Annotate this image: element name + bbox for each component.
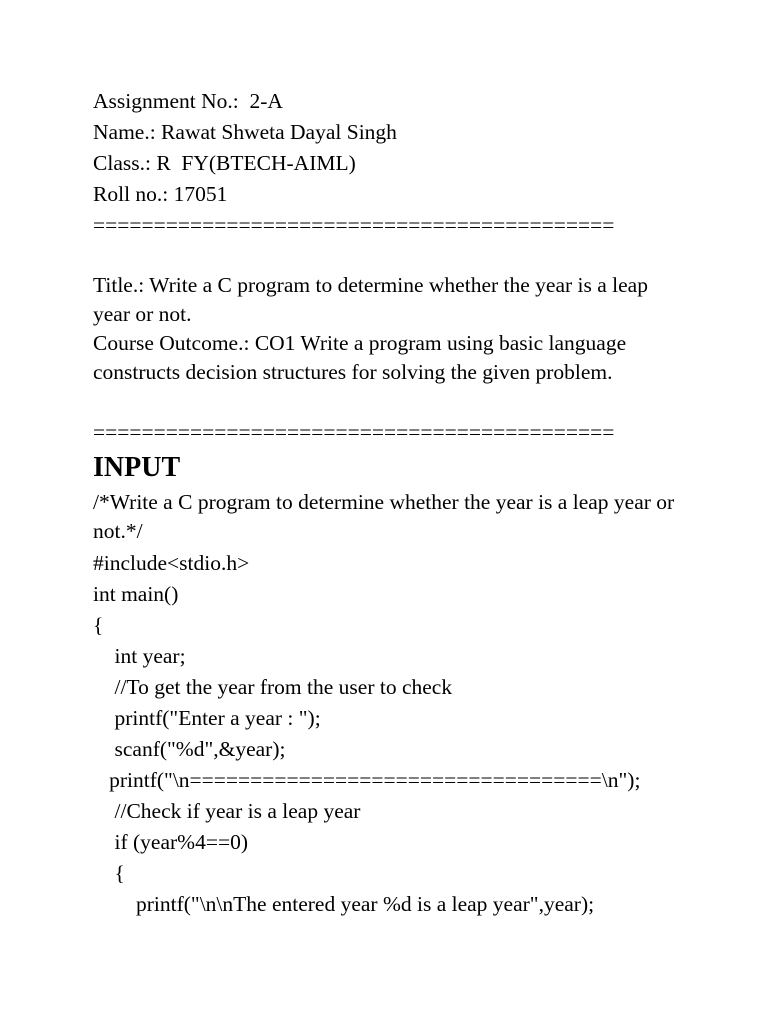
document-page	[93, 86, 683, 920]
spacer	[93, 387, 683, 417]
code-line: {	[93, 613, 104, 637]
code-line: {	[93, 861, 125, 885]
code-line: int main()	[93, 582, 179, 606]
code-comment: /*Write a C program to determine whether the year is a leap year or not.*/	[93, 490, 675, 543]
course-outcome: Course Outcome.: CO1 Write a program using basic language constructs decision structures for solving the given problem.	[93, 331, 627, 384]
student-class: Class.: R FY(BTECH-AIML)	[93, 151, 356, 175]
code-line: //To get the year from the user to check	[93, 675, 453, 699]
code-line: scanf("%d",&year);	[93, 737, 286, 761]
separator-top: ===========================================	[93, 213, 615, 237]
code-line: printf("\n==================================\n");	[93, 768, 641, 792]
code-line: if (year%4==0)	[93, 830, 248, 854]
spacer	[93, 241, 683, 271]
input-heading: INPUT	[93, 452, 181, 483]
code-line: printf("\n\nThe entered year %d is a leap year",year);	[93, 892, 595, 916]
assignment-number: Assignment No.: 2-A	[93, 89, 283, 113]
code-line: int year;	[93, 644, 186, 668]
code-line: printf("Enter a year : ");	[93, 706, 321, 730]
code-line: //Check if year is a leap year	[93, 799, 361, 823]
separator-bottom: ===========================================	[93, 420, 615, 444]
code-line: #include<stdio.h>	[93, 551, 250, 575]
assignment-title: Title.: Write a C program to determine whether the year is a leap year or not.	[93, 273, 648, 326]
student-name: Name.: Rawat Shweta Dayal Singh	[93, 120, 397, 144]
roll-number: Roll no.: 17051	[93, 182, 228, 206]
